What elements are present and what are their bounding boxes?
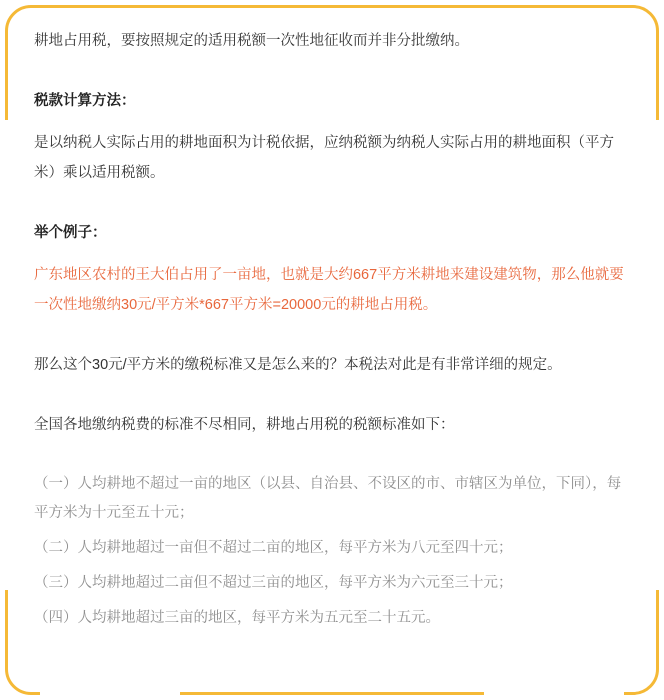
calculation-method-body: 是以纳税人实际占用的耕地面积为计税依据，应纳税额为纳税人实际占用的耕地面积（平方米）乘以适用税额。 [34, 135, 614, 181]
frame-notch-right [654, 120, 664, 590]
example-body: 广东地区农村的王大伯占用了一亩地，也就是大约667平方米耕地来建设建筑物，那么他就要一次性地缴纳30元/平方米*667平方米=20000元的耕地占用税。 [34, 267, 624, 313]
standard-question: 那么这个30元/平方米的缴税标准又是怎么来的？本税法对此是有非常详细的规定。 [34, 357, 562, 373]
intro-paragraph: 耕地占用税，要按照规定的适用税额一次性地征收而并非分批缴纳。 [34, 33, 469, 49]
frame-notch-bottom-left [40, 690, 180, 700]
standards-list-item: （二）人均耕地超过一亩但不超过二亩的地区，每平方米为八元至四十元； [34, 540, 513, 556]
frame-notch-left [0, 120, 10, 590]
standards-list-item: （一）人均耕地不超过一亩的地区（以县、自治县、不设区的市、市辖区为单位，下同），每平方米为十元至五十元； [34, 476, 622, 521]
frame-notch-bottom-right [484, 690, 624, 700]
standard-intro: 全国各地缴纳税费的标准不尽相同，耕地占用税的税额标准如下： [34, 417, 455, 433]
standards-list-item: （三）人均耕地超过二亩但不超过三亩的地区，每平方米为六元至三十元； [34, 575, 513, 591]
calculation-method-heading: 税款计算方法： [34, 93, 136, 109]
standards-list-item: （四）人均耕地超过三亩的地区，每平方米为五元至二十五元。 [34, 610, 440, 626]
standards-list [34, 470, 630, 633]
example-heading: 举个例子： [34, 225, 107, 241]
document-content [34, 26, 630, 633]
